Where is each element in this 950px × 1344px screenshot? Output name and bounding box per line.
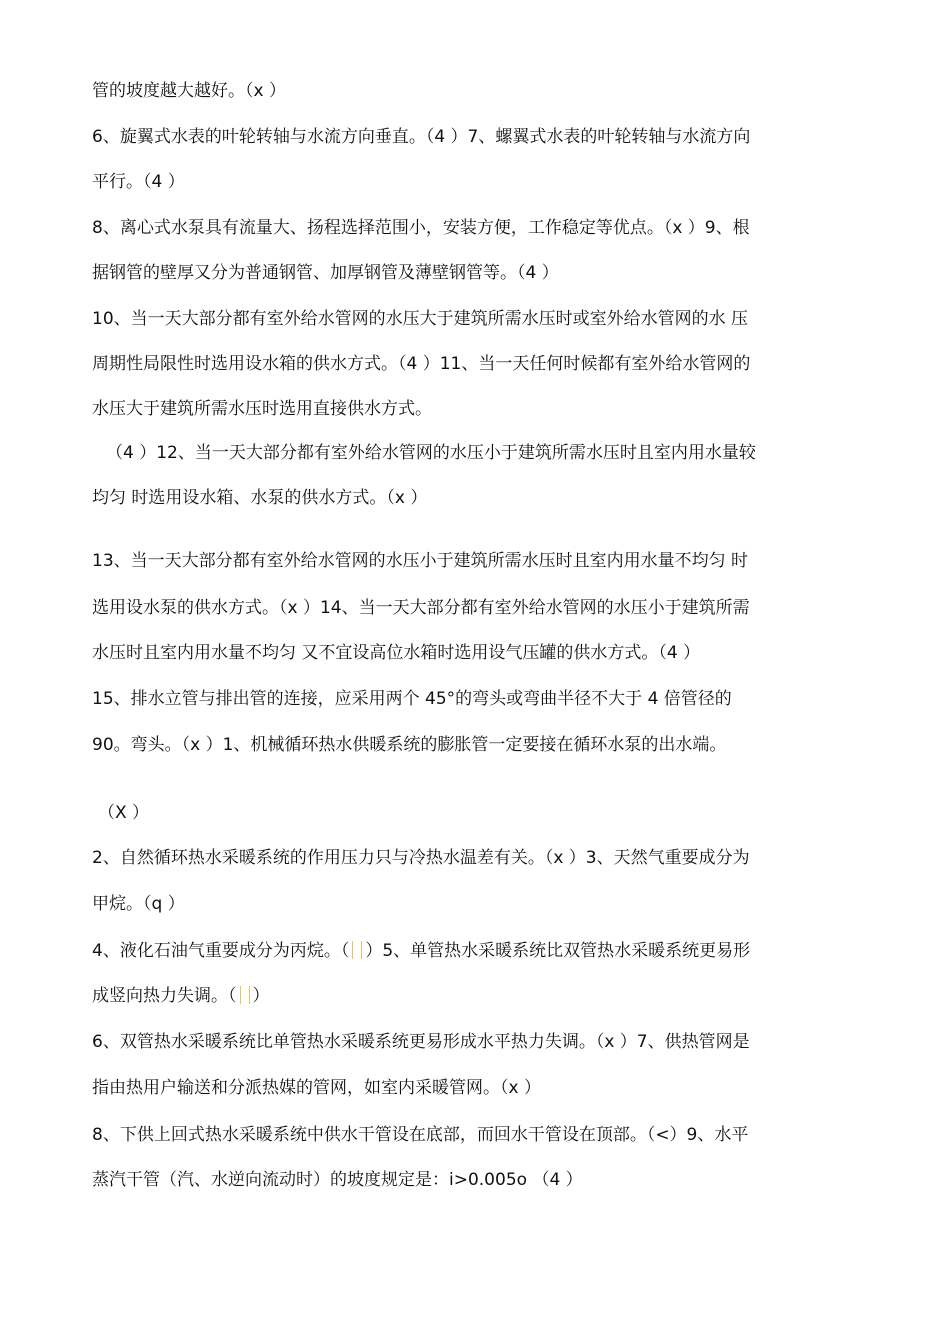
text-line: 据钢管的壁厚又分为普通钢管、加厚钢管及薄壁钢管等。（4 ） — [92, 263, 559, 283]
text-line: 水压时且室内用水量不均匀 又不宜设高位水箱时选用设气压罐的供水方式。（4 ） — [92, 643, 701, 663]
text-line: 15、排水立管与排出管的连接，应采用两个 45°的弯头或弯曲半径不大于 4 倍管径的 — [92, 689, 732, 709]
text-line: （X ） — [98, 803, 150, 823]
text-line: 蒸汽干管（汽、水逆向流动时）的坡度规定是：i>0.005o （4 ） — [92, 1170, 583, 1190]
text-line: 2、自然循环热水采暖系统的作用压力只与冷热水温差有关。（x ）3、天然气重要成分为 — [92, 848, 750, 868]
highlight-mark — [352, 941, 362, 959]
text-line — [92, 939, 852, 963]
text-line: 管的坡度越大越好。（x ） — [92, 81, 286, 101]
text-line: 甲烷。（q ） — [92, 894, 185, 914]
text-segment: ） — [252, 986, 270, 1006]
text-line: 均匀 时选用设水箱、水泵的供水方式。（x ） — [92, 488, 428, 508]
text-line: 8、离心式水泵具有流量大、扬程选择范围小，安装方便，工作稳定等优点。（x ）9、根 — [92, 218, 750, 238]
text-line: 平行。（4 ） — [92, 172, 185, 192]
text-line: 选用设水泵的供水方式。（x ）14、当一天大部分都有室外给水管网的水压小于建筑所需 — [92, 598, 750, 618]
text-segment: 成竖向热力失调。（ — [92, 986, 237, 1006]
text-line: 90。弯头。（x ）1、机械循环热水供暖系统的膨胀管一定要接在循环水泵的出水端。 — [92, 735, 727, 755]
text-line: 指由热用户输送和分派热媒的管网，如室内采暖管网。（x ） — [92, 1078, 541, 1098]
text-line: 13、当一天大部分都有室外给水管网的水压小于建筑所需水压时且室内用水量不均匀 时 — [92, 551, 749, 571]
text-line: 10、当一天大部分都有室外给水管网的水压大于建筑所需水压时或室外给水管网的水 压 — [92, 309, 749, 329]
text-line: （4 ）12、当一天大部分都有室外给水管网的水压小于建筑所需水压时且室内用水量较 — [106, 443, 756, 463]
highlight-mark — [240, 986, 250, 1004]
text-line: 水压大于建筑所需水压时选用直接供水方式。 — [92, 399, 432, 419]
text-line: 6、旋翼式水表的叶轮转轴与水流方向垂直。（4 ）7、螺翼式水表的叶轮转轴与水流方向 — [92, 127, 751, 147]
text-segment: 4、液化石油气重要成分为丙烷。（ — [92, 941, 350, 961]
text-segment: ）5、单管热水采暖系统比双管热水采暖系统更易形 — [365, 941, 751, 961]
text-line: 周期性局限性时选用设水箱的供水方式。（4 ）11、当一天任何时候都有室外给水管网的 — [92, 354, 751, 374]
text-line: 8、下供上回式热水采暖系统中供水干管设在底部，而回水干管设在顶部。（<）9、水平 — [92, 1125, 749, 1145]
text-line — [92, 984, 852, 1008]
text-line: 6、双管热水采暖系统比单管热水采暖系统更易形成水平热力失调。（x ）7、供热管网是 — [92, 1032, 750, 1052]
